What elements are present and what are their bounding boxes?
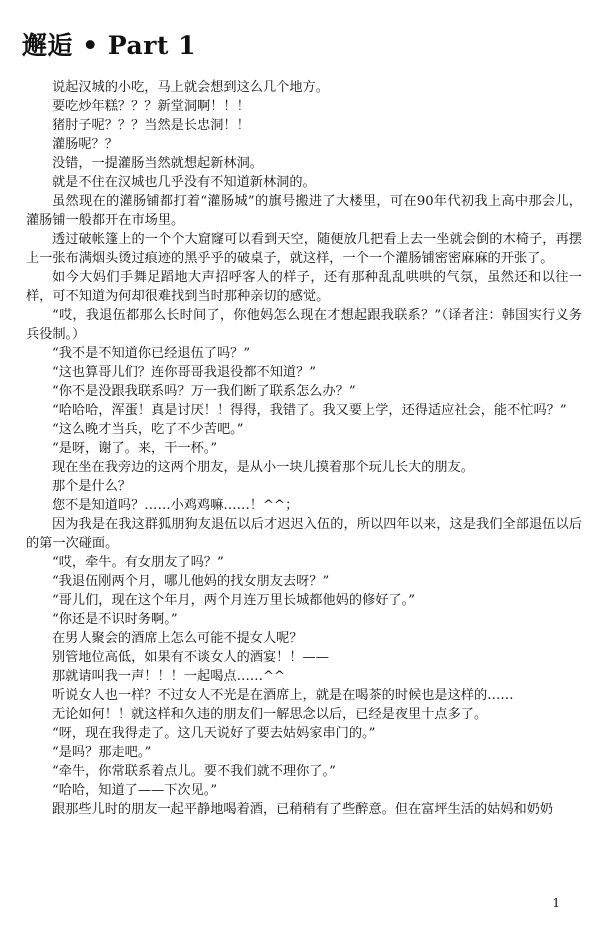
paragraph: 灌肠呢？？ [52,137,118,152]
paragraph: 要吃炒年糕？？？新堂洞啊！！！ [52,99,250,114]
paragraph: 跟那些儿时的朋友一起平静地喝着酒，已稍稍有了些醉意。但在富坪生活的姑妈和奶奶 [52,802,554,817]
paragraph: 听说女人也一样？不过女人不光是在酒席上，就是在喝茶的时候也是这样的…… [52,688,514,703]
paragraph: 没错，一提灌肠当然就想起新林洞。 [52,156,263,171]
paragraph: 就是不住在汉城也几乎没有不知道新林洞的。 [52,175,316,190]
paragraph: “我不是不知道你已经退伍了吗？” [52,346,251,361]
page-number: 1 [552,896,560,910]
paragraph: “哎，我退伍都那么长时间了，你他妈怎么现在才想起跟我联系？”（译者注：韩国实行义务兵役制。） [26,308,582,342]
paragraph: 在男人聚会的酒席上怎么可能不提女人呢？ [52,631,303,646]
paragraph: “牵牛，你常联系着点儿。要不我们就不理你了。” [52,764,336,779]
paragraph: “哈哈，知道了——下次见。” [52,783,218,798]
paragraph: 透过破帐篷上的一个个大窟窿可以看到天空，随便放几把看上去一坐就会倒的木椅子，再摆上一张布满烟头烫过痕迹的黑乎乎的破桌子，就这样，一个一个灌肠铺密密麻麻的开张了。 [26,232,582,266]
paragraph: “哈哈哈，浑蛋！真是讨厌！！得得，我错了。我又要上学，还得适应社会，能不忙吗？” [52,403,567,418]
paragraph: “你还是不识时务啊。” [52,612,178,627]
paragraph: “是呀，谢了。来，干一杯。” [52,441,218,456]
paragraph: 说起汉城的小吃，马上就会想到这么几个地方。 [52,80,329,95]
paragraph: “呀，现在我得走了。这几天说好了要去姑妈家串门的。” [52,726,376,741]
paragraph: 现在坐在我旁边的这两个朋友，是从小一块儿摸着那个玩儿长大的朋友。 [52,460,474,475]
paragraph: “你不是没跟我联系吗？万一我们断了联系怎么办？” [52,384,356,399]
paragraph: “我退伍刚两个月，哪儿他妈的找女朋友去呀？” [52,574,330,589]
paragraph: “哎，牵牛。有女朋友了吗？” [52,555,224,570]
paragraph: 您不是知道吗？……小鸡鸡嘛……！^^； [52,498,299,513]
page-title: 邂逅 • Part 1 [22,31,197,60]
paragraph: 如今大妈们手舞足蹈地大声招呼客人的样子，还有那种乱乱哄哄的气氛，虽然还和以往一样，可不知道为何却很难找到当时那种亲切的感觉。 [26,270,582,304]
paragraph: 无论如何！！就这样和久违的朋友们一解思念以后，已经是夜里十点多了。 [52,707,488,722]
paragraph: 虽然现在的灌肠铺都打着“灌肠城”的旗号搬进了大楼里，可在90年代初我上高中那会儿，灌肠铺一般都开在市场里。 [26,194,582,228]
body-text [26,78,582,819]
paragraph: 那就请叫我一声！！！一起喝点……^^ [52,669,286,684]
paragraph: “这么晚才当兵，吃了不少苦吧。” [52,422,244,437]
paragraph: 因为我是在我这群狐朋狗友退伍以后才迟迟入伍的，所以四年以来，这是我们全部退伍以后的第一次碰面。 [26,517,582,551]
paragraph: “这也算哥儿们？连你哥哥我退役都不知道？” [52,365,317,380]
paragraph: 别管地位高低，如果有不谈女人的酒宴！！—— [52,650,329,665]
paragraph: “是吗？那走吧。” [52,745,152,760]
paragraph: 猪肘子呢？？？当然是长忠洞！！ [52,118,250,133]
paragraph: 那个是什么？ [52,479,132,494]
paragraph: “哥儿们，现在这个年月，两个月连万里长城都他妈的修好了。” [52,593,415,608]
